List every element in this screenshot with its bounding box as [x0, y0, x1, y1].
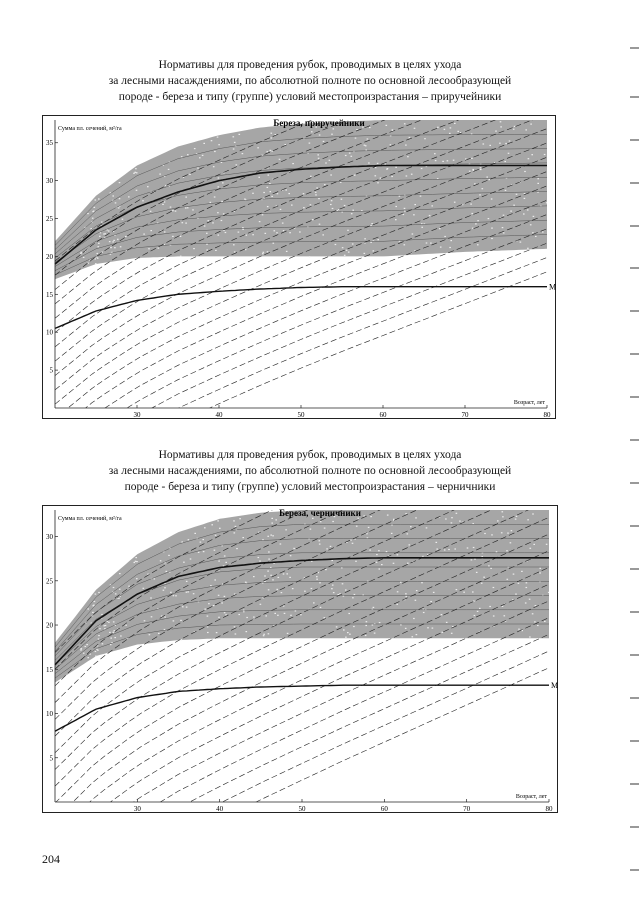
x-tick-label: 30 — [133, 805, 141, 813]
normative-band — [55, 120, 547, 279]
x-tick-label: 40 — [216, 805, 224, 813]
y-tick-label: 5 — [49, 754, 53, 763]
x-axis-label: Возраст, лет — [515, 794, 547, 800]
heading-line: за лесными насаждениями, по абсолютной полноте по основной лесообразующей — [108, 75, 512, 87]
margin-ticks — [620, 0, 640, 905]
x-tick-label: 80 — [543, 411, 551, 419]
x-tick-label: 50 — [298, 805, 306, 813]
x-tick-label: 60 — [380, 805, 388, 813]
y-tick-label: 5 — [49, 366, 53, 375]
section-heading-1 — [40, 57, 580, 105]
y-axis-label: Сумма пл. сечений, м²/га — [58, 126, 122, 132]
chart-canvas — [43, 116, 555, 418]
heading-line: Нормативы для проведения рубок, проводимых в целях ухода — [158, 449, 462, 461]
y-tick-label: 10 — [46, 710, 53, 719]
x-tick-label: 60 — [379, 411, 387, 419]
x-tick-label: 50 — [297, 411, 305, 419]
x-tick-label: 80 — [545, 805, 553, 813]
heading-line: за лесными насаждениями, по абсолютной полноте по основной лесообразующей — [108, 465, 512, 477]
y-tick-label: 25 — [46, 577, 53, 586]
heading-line: породе - береза и типу (группе) условий местопроизрастания – черничники — [124, 481, 496, 493]
x-tick-label: 70 — [461, 411, 469, 419]
y-tick-label: 15 — [46, 665, 53, 674]
minimum-curve — [55, 287, 547, 329]
x-tick-label: 40 — [215, 411, 223, 419]
chart-title: Береза, черничники — [279, 508, 361, 518]
x-axis-label: Возраст, лет — [513, 400, 545, 406]
y-tick-label: 10 — [46, 328, 53, 337]
curve-label: М — [549, 282, 557, 292]
heading-line: Нормативы для проведения рубок, проводимых в целях ухода — [158, 59, 462, 71]
y-tick-label: 30 — [46, 533, 53, 542]
chart-title: Береза, приручейники — [273, 118, 365, 128]
y-tick-label: 30 — [46, 177, 53, 186]
x-tick-label: 30 — [133, 411, 141, 419]
y-tick-label: 25 — [46, 215, 53, 224]
curve-label: М — [551, 681, 559, 691]
section-heading-2 — [40, 447, 580, 495]
heading-line: породе - береза и типу (группе) условий местопроизрастания – приручейники — [118, 91, 502, 103]
y-tick-label: 20 — [46, 621, 53, 630]
minimum-curve — [55, 685, 549, 731]
chart-chernichniki — [42, 505, 558, 813]
y-tick-label: 20 — [46, 252, 53, 261]
y-tick-label: 15 — [46, 290, 53, 299]
y-tick-label: 35 — [46, 139, 53, 148]
page-number: 204 — [42, 852, 60, 866]
x-tick-label: 70 — [463, 805, 471, 813]
chart-canvas — [43, 506, 557, 812]
normative-band — [55, 510, 549, 683]
chart-priruchejniki — [42, 115, 556, 419]
y-axis-label: Сумма пл. сечений, м²/га — [58, 516, 122, 522]
